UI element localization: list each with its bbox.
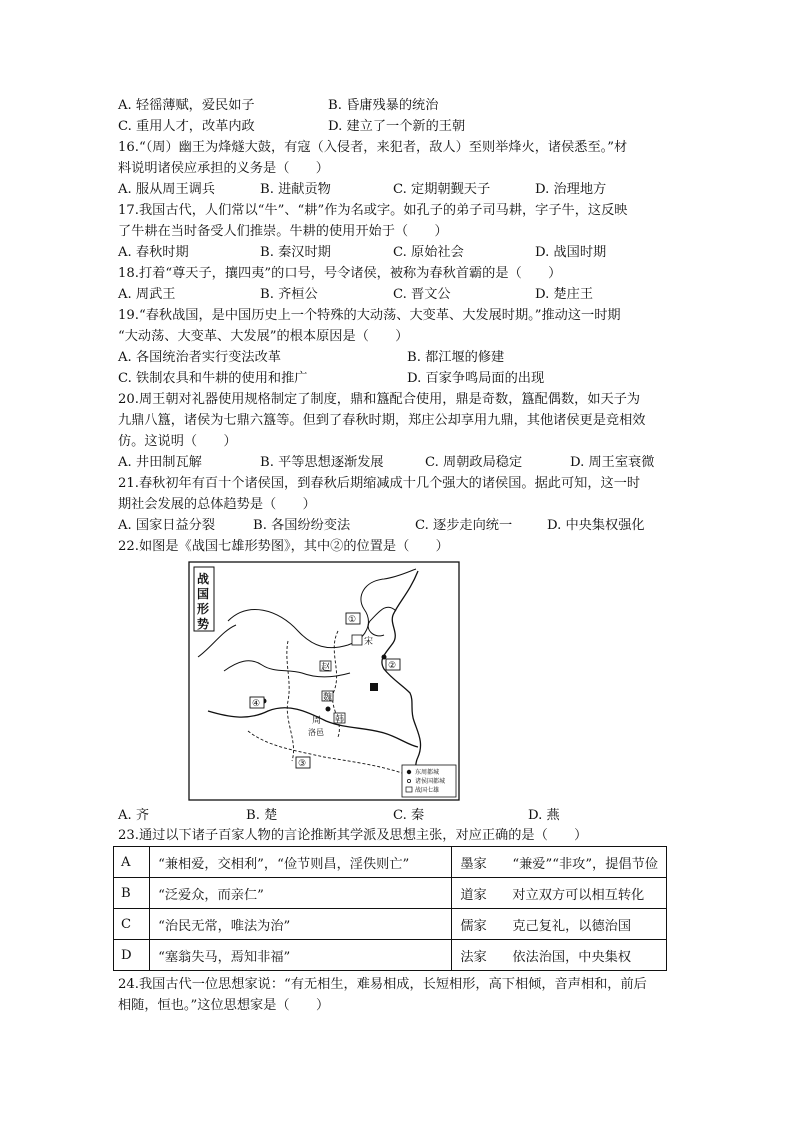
q17-option-d: D. 战国时期 bbox=[535, 245, 607, 260]
table-row bbox=[114, 940, 667, 971]
q16-option-a: A. 服从周王调兵 bbox=[118, 182, 216, 197]
q24-stem-line2: 相随，恒也。”这位思想家是（ ） bbox=[118, 998, 330, 1013]
q18-option-c: C. 晋文公 bbox=[393, 287, 451, 302]
q22-option-b: B. 楚 bbox=[246, 808, 278, 823]
q19-stem-line1: 19.“春秋战国，是中国历史上一个特殊的大动荡、大变革、大发展时期。”推动这一时期 bbox=[118, 308, 621, 323]
row-claim: “兼爱”“非攻”，提倡节俭 bbox=[512, 856, 658, 872]
table-row bbox=[114, 878, 667, 909]
q16-option-c: C. 定期朝觐天子 bbox=[393, 182, 491, 197]
q15-option-b: B. 昏庸残暴的统治 bbox=[328, 98, 439, 113]
q16-stem-line2: 料说明诸侯应承担的义务是（ ） bbox=[118, 161, 329, 176]
q16-stem-line1: 16.“（周）幽王为烽燧大鼓，有寇（入侵者，来犯者，敌人）至则举烽火，诸侯悉至。”材 bbox=[118, 140, 628, 155]
row-school: 儒家 bbox=[460, 918, 487, 934]
row-key: C bbox=[114, 909, 150, 940]
row-claim: 对立双方可以相互转化 bbox=[512, 887, 645, 903]
place-zhao: 赵 bbox=[321, 663, 331, 673]
q15-option-c: C. 重用人才，改革内政 bbox=[118, 119, 255, 134]
q19-option-d: D. 百家争鸣局面的出现 bbox=[407, 371, 545, 386]
mark-3: ③ bbox=[298, 759, 307, 769]
row-quote: “治民无常，唯法为治” bbox=[150, 909, 452, 940]
legend-item-2: 诸侯国都城 bbox=[415, 778, 446, 785]
map-title-char-3: 形 bbox=[197, 602, 210, 616]
legend-item-1: 东周都城 bbox=[415, 769, 440, 776]
q21-option-a: A. 国家日益分裂 bbox=[118, 518, 216, 533]
q19-option-c: C. 铁制农具和牛耕的使用和推广 bbox=[118, 371, 308, 386]
q19-option-a: A. 各国统治者实行变法改革 bbox=[118, 350, 281, 365]
q21-option-d: D. 中央集权强化 bbox=[547, 518, 645, 533]
row-claim: 克己复礼，以德治国 bbox=[512, 918, 632, 934]
q15-option-a: A. 轻徭薄赋，爱民如子 bbox=[118, 98, 255, 113]
mark-2: ② bbox=[388, 661, 397, 671]
q16-option-b: B. 进献贡物 bbox=[260, 182, 331, 197]
q19-option-b: B. 都江堰的修建 bbox=[407, 350, 505, 365]
q17-stem-line1: 17.我国古代，人们常以“牛”、“耕”作为名或字。如孔子的弟子司马耕，字子牛，这反映 bbox=[118, 203, 628, 218]
table-row bbox=[114, 847, 667, 878]
place-luoyi: 洛邑 bbox=[308, 728, 324, 737]
q22-option-a: A. 齐 bbox=[118, 808, 150, 823]
q17-stem-line2: 了牛耕在当时备受人们推崇。牛耕的使用开始于（ ） bbox=[118, 224, 448, 239]
q21-stem-line1: 21.春秋初年有百十个诸侯国，到春秋后期缩减成十几个强大的诸侯国。据此可知，这一时 bbox=[118, 476, 641, 491]
row-key: A bbox=[114, 847, 150, 878]
row-key: B bbox=[114, 878, 150, 909]
q18-option-a: A. 周武王 bbox=[118, 287, 176, 302]
row-quote: “兼相爱，交相利”，“俭节则昌，淫佚则亡” bbox=[150, 847, 452, 878]
legend-item-3: 战国七雄 bbox=[415, 787, 440, 794]
q17-option-c: C. 原始社会 bbox=[393, 245, 464, 260]
row-school: 墨家 bbox=[460, 856, 487, 872]
q24-stem-line1: 24.我国古代一位思想家说：“有无相生，难易相成，长短相形，高下相倾，音声相和，前后 bbox=[118, 977, 647, 992]
q20-option-a: A. 井田制瓦解 bbox=[118, 455, 202, 470]
q18-option-d: D. 楚庄王 bbox=[535, 287, 594, 302]
map-frame bbox=[189, 562, 459, 800]
map-title-char-2: 国 bbox=[197, 587, 210, 601]
q17-option-a: A. 春秋时期 bbox=[118, 245, 189, 260]
row-key: D bbox=[114, 940, 150, 971]
q18-option-b: B. 齐桓公 bbox=[260, 287, 318, 302]
q21-option-b: B. 各国纷纷变法 bbox=[253, 518, 351, 533]
q17-option-b: B. 秦汉时期 bbox=[260, 245, 331, 260]
q23-stem-line1: 23.通过以下诸子百家人物的言论推断其学派及思想主张，对应正确的是（ ） bbox=[118, 828, 588, 843]
q20-stem-line3: 仿。这说明（ ） bbox=[118, 434, 237, 449]
q18-stem-line1: 18.打着“尊天子，攘四夷”的口号，号令诸侯，被称为春秋首霸的是（ ） bbox=[118, 266, 562, 281]
row-quote: “塞翁失马，焉知非福” bbox=[150, 940, 452, 971]
q19-stem-line2: “大动荡、大变革、大发展”的根本原因是（ ） bbox=[118, 329, 409, 344]
q20-stem-line2: 九鼎八簋，诸侯为七鼎六簋等。但到了春秋时期，郑庄公却享用九鼎，其他诸侯更是竞相效 bbox=[118, 413, 646, 428]
place-zhou: 周 bbox=[312, 716, 322, 726]
q23-table bbox=[113, 846, 667, 971]
q21-option-c: C. 逐步走向统一 bbox=[415, 518, 513, 533]
warring-states-map bbox=[188, 561, 460, 801]
q22-option-d: D. 燕 bbox=[528, 808, 560, 823]
mark-4: ④ bbox=[252, 699, 261, 709]
q20-option-c: C. 周朝政局稳定 bbox=[425, 455, 523, 470]
place-han: 韩 bbox=[335, 715, 345, 725]
q20-option-b: B. 平等思想逐渐发展 bbox=[260, 455, 384, 470]
q22-stem-line1: 22.如图是《战国七雄形势图》，其中②的位置是（ ） bbox=[118, 539, 449, 554]
table-row bbox=[114, 909, 667, 940]
mark-1: ① bbox=[348, 615, 357, 625]
q15-option-d: D. 建立了一个新的王朝 bbox=[328, 119, 466, 134]
row-claim: 依法治国，中央集权 bbox=[512, 949, 632, 965]
q21-stem-line2: 期社会发展的总体趋势是（ ） bbox=[118, 497, 316, 512]
map-title-char-4: 势 bbox=[197, 617, 210, 631]
row-school: 法家 bbox=[460, 949, 487, 965]
place-wei: 魏 bbox=[323, 693, 333, 703]
q22-option-c: C. 秦 bbox=[393, 808, 425, 823]
capital-dot-1 bbox=[326, 707, 331, 712]
map-title-char-1: 战 bbox=[197, 572, 210, 586]
q16-option-d: D. 治理地方 bbox=[535, 182, 607, 197]
q20-stem-line1: 20.周王朝对礼器使用规格制定了制度，鼎和簋配合使用，鼎是奇数，簋配偶数，如天子为 bbox=[118, 392, 641, 407]
row-quote: “泛爱众，而亲仁” bbox=[150, 878, 452, 909]
q20-option-d: D. 周王室衰微 bbox=[570, 455, 655, 470]
place-song: 宋 bbox=[364, 637, 374, 647]
capital-square bbox=[370, 683, 378, 691]
row-school: 道家 bbox=[460, 887, 487, 903]
